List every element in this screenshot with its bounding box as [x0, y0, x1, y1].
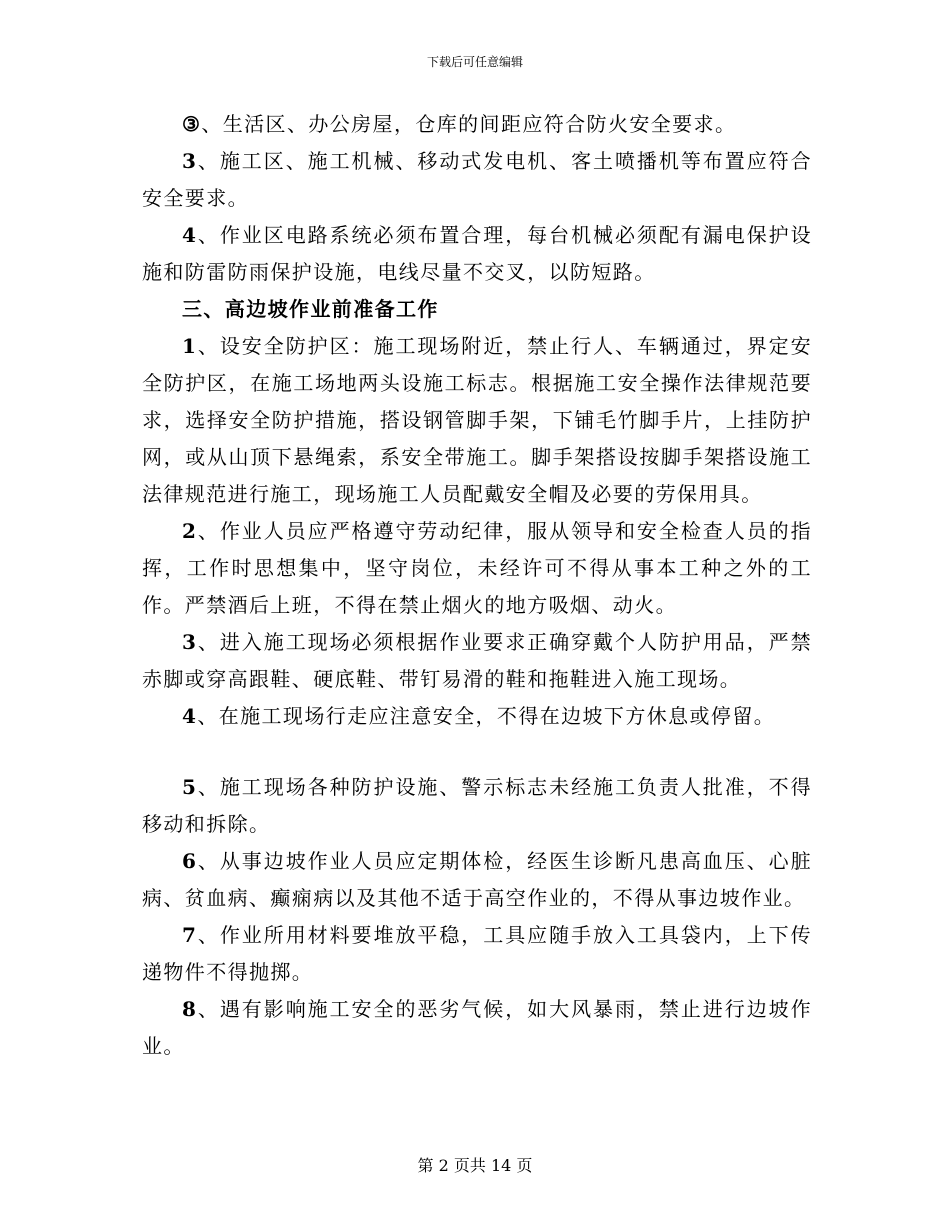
paragraph-text: 、在施工现场行走应注意安全，不得在边坡下方休息或停留。 — [197, 704, 776, 728]
item-number: 8 — [182, 997, 198, 1021]
paragraph-4 — [142, 217, 812, 291]
paragraph-text: 、作业区电路系统必须布置合理，每台机械必须配有漏电保护设施和防雷防雨保护设施，电线尽量不交叉，以防短路。 — [142, 223, 812, 284]
section-heading: 三、高边坡作业前准备工作 — [182, 297, 439, 321]
paragraph-4b — [142, 698, 812, 735]
paragraph-text: 、进入施工现场必须根据作业要求正确穿戴个人防护用品，严禁赤脚或穿高跟鞋、硬底鞋、带钉易滑的鞋和拖鞋进入施工现场。 — [142, 630, 812, 691]
item-number: 7 — [182, 923, 198, 947]
item-number: 1 — [182, 334, 198, 358]
paragraph-3 — [142, 143, 812, 217]
paragraph-7 — [142, 917, 812, 991]
paragraph-text: 、施工区、施工机械、移动式发电机、客土喷播机等布置应符合安全要求。 — [142, 149, 812, 210]
paragraph-text: 、从事边坡作业人员应定期体检，经医生诊断凡患高血压、心脏病、贫血病、癫痫病以及其他不适于高空作业的，不得从事边坡作业。 — [142, 849, 812, 910]
paragraph-5 — [142, 769, 812, 843]
item-number: 4 — [182, 223, 198, 247]
paragraph-text: 、遇有影响施工安全的恶劣气候，如大风暴雨，禁止进行边坡作业。 — [142, 997, 812, 1058]
paragraph-8 — [142, 991, 812, 1065]
item-number: ③ — [182, 112, 202, 136]
paragraph-text: 、作业所用材料要堆放平稳，工具应随手放入工具袋内，上下传递物件不得抛掷。 — [142, 923, 812, 984]
item-number: 6 — [182, 849, 198, 873]
page-header: 下载后可任意编辑 — [426, 55, 523, 69]
item-number: 3 — [182, 630, 198, 654]
paragraph-2 — [142, 513, 812, 624]
document-body — [142, 106, 812, 1065]
paragraph-circled-3 — [142, 106, 812, 143]
paragraph-text: 、设安全防护区：施工现场附近，禁止行人、车辆通过，界定安全防护区，在施工场地两头设施工标志。根据施工安全操作法律规范要求，选择安全防护措施，搭设钢管脚手架，下铺毛竹脚手片，上挂防护网，或从山顶下悬绳索，系安全带施工。脚手架搭设按脚手架搭设施工法律规范进行施工，现场施工人员配戴安全帽及必要的劳保用具。 — [142, 334, 812, 506]
paragraph-text: 、作业人员应严格遵守劳动纪律，服从领导和安全检查人员的指挥，工作时思想集中，坚守岗位，未经许可不得从事本工种之外的工作。严禁酒后上班，不得在禁止烟火的地方吸烟、动火。 — [142, 519, 812, 617]
paragraph-3b — [142, 624, 812, 698]
item-number: 5 — [182, 775, 198, 799]
item-number: 3 — [182, 149, 198, 173]
item-number: 4 — [182, 704, 198, 728]
page-footer: 第 2 页共 14 页 — [417, 1156, 533, 1175]
paragraph-6 — [142, 843, 812, 917]
blank-gap — [142, 735, 812, 769]
item-number: 2 — [182, 519, 198, 543]
paragraph-text: 、生活区、办公房屋，仓库的间距应符合防火安全要求。 — [201, 112, 737, 136]
paragraph-1 — [142, 328, 812, 513]
paragraph-text: 、施工现场各种防护设施、警示标志未经施工负责人批准，不得移动和拆除。 — [142, 775, 812, 836]
